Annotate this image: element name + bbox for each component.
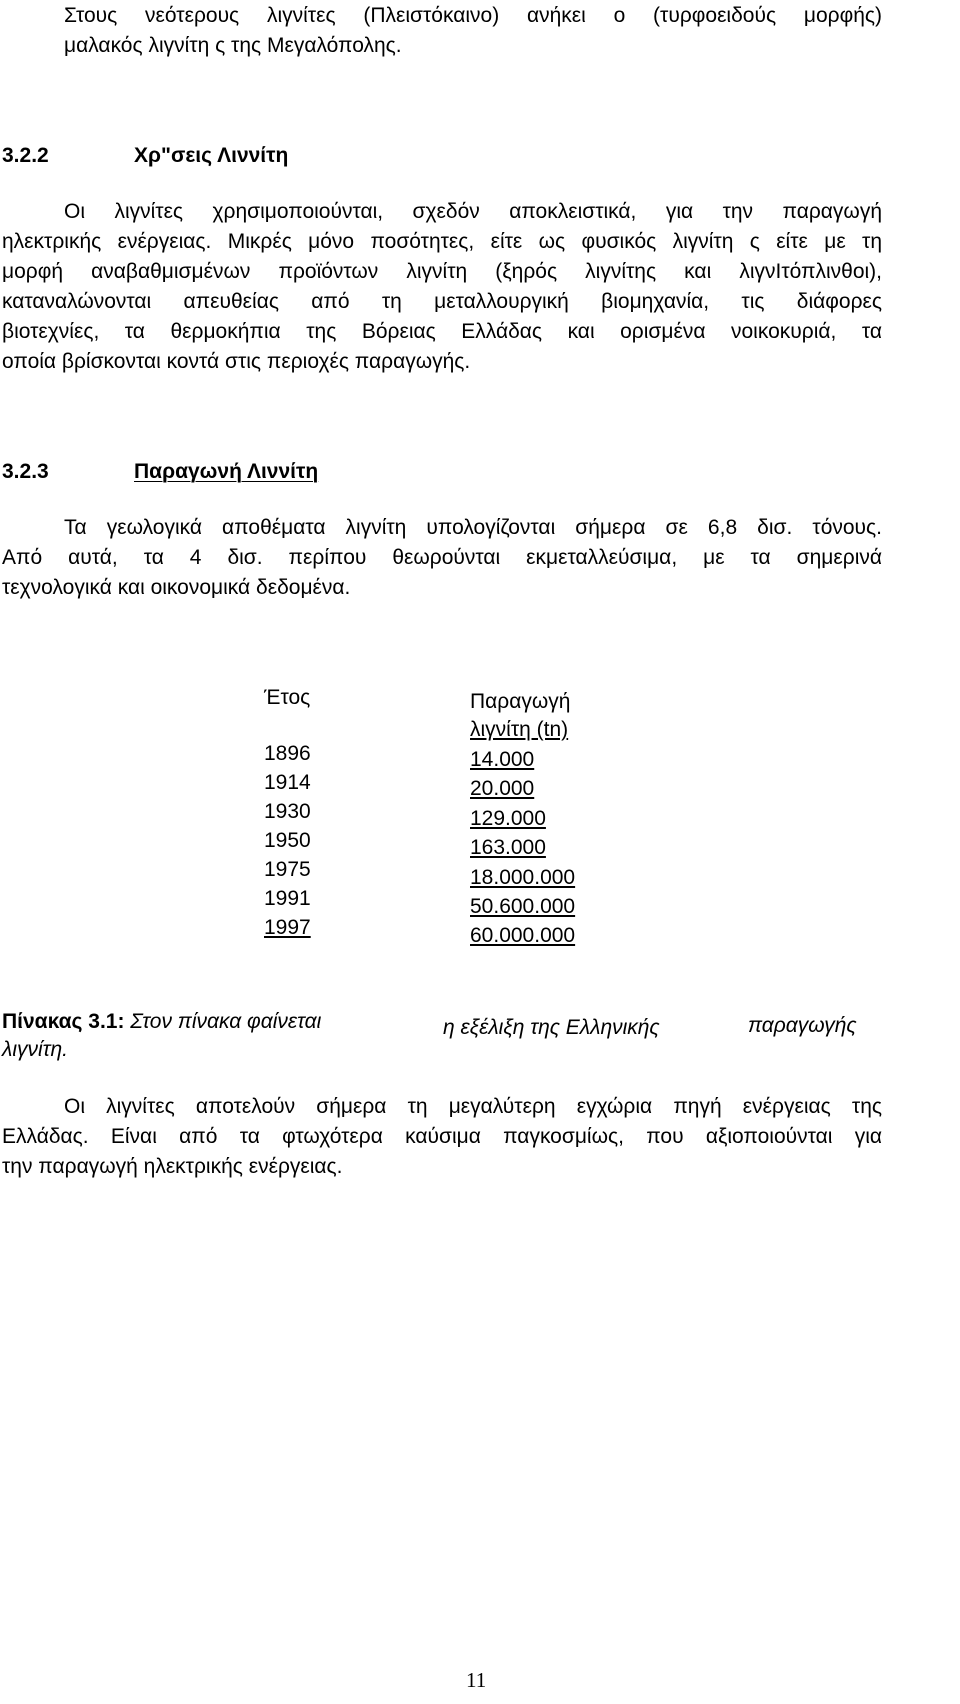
closing-line-3: την παραγωγή ηλεκτρικής ενέργειας. — [2, 1155, 343, 1178]
page-number: 11 — [466, 1668, 487, 1692]
production-line-1: Τα γεωλογικά αποθέματα λιγνίτη υπολογίζονται σήμερα σε 6,8 δισ. τόνους. — [64, 516, 882, 539]
caption-text-part-3: παραγωγής — [748, 1014, 857, 1037]
table-cell-year: 1997 — [264, 916, 311, 939]
uses-line-1: Οι λιγνίτες χρησιμοποιούνται, σχεδόν αποκλειστικά, για την παραγωγή — [64, 200, 882, 223]
table-cell-production: 50.600.000 — [470, 895, 576, 918]
table-header-production-line-1: Παραγωγή — [470, 690, 571, 713]
caption-first-line — [2, 1008, 321, 1036]
uses-line-2: ηλεκτρικής ενέργειας. Μικρές μόνο ποσότητες, είτε ως φυσικός λιγνίτη ς είτε με τη — [2, 230, 882, 253]
section-title-uses: Χρ"σεις Λιννίτη — [134, 144, 289, 167]
table-cell-production: 14.000 — [470, 748, 535, 771]
closing-line-2: Ελλάδας. Είναι από τα φτωχότερα καύσιμα παγκοσμίως, που αξιοποιούνται για — [2, 1125, 882, 1148]
section-title-production — [134, 458, 318, 486]
section-number-uses: 3.2.2 — [2, 144, 49, 167]
caption-text-part-4: λιγνίτη. — [2, 1038, 69, 1061]
table-cell-production: 163.000 — [470, 836, 546, 859]
table-cell-year: 1896 — [264, 742, 311, 765]
table-cell-year: 1975 — [264, 858, 311, 881]
intro-line-1: Στους νεότερους λιγνίτες (Πλειστόκαινο) ανήκει ο (τυρφοειδούς μορφής) — [64, 4, 882, 27]
uses-line-4: καταναλώνονται απευθείας από τη μεταλλουργική βιομηχανία, τις διάφορες — [2, 290, 882, 313]
table-cell-production: 129.000 — [470, 807, 546, 830]
table-header-year: Έτος — [264, 686, 311, 709]
table-cell-production: 20.000 — [470, 777, 535, 800]
uses-line-5: βιοτεχνίες, τα θερμοκήπια της Βόρειας Ελλάδας και ορισμένα νοικοκυριά, τα — [2, 320, 882, 343]
production-line-2: Από αυτά, τα 4 δισ. περίπου θεωρούνται εκμεταλλεύσιμα, με τα σημερινά — [2, 546, 882, 569]
uses-line-3: μορφή αναβαθμισμένων προϊόντων λιγνίτη (ξηρός λιγνίτης και λιγνΙτόπλινθοι), — [2, 260, 882, 283]
table-cell-year: 1930 — [264, 800, 311, 823]
table-header-production-line-2: λιγνίτη (tn) — [470, 718, 569, 741]
closing-line-1: Οι λιγνίτες αποτελούν σήμερα τη μεγαλύτερη εγχώρια πηγή ενέργειας της — [64, 1095, 882, 1118]
section-title-production-text: Παραγωνή Λιννίτη — [134, 460, 319, 483]
production-line-3: τεχνολογικά και οικονομικά δεδομένα. — [2, 576, 351, 599]
section-number-production: 3.2.3 — [2, 460, 49, 483]
uses-line-6: οποία βρίσκονται κοντά στις περιοχές παραγωγής. — [2, 350, 471, 373]
caption-label: Πίνακας 3.1: — [2, 1010, 125, 1033]
intro-line-2: μαλακός λιγνίτη ς της Μεγαλόπολης. — [64, 34, 402, 57]
table-cell-production: 60.000.000 — [470, 924, 576, 947]
caption-text-part-2: η εξέλιξη της Ελληνικής — [443, 1016, 660, 1039]
table-cell-year: 1991 — [264, 887, 311, 910]
caption-text-part-1: Στον πίνακα φαίνεται — [130, 1010, 322, 1033]
table-cell-year: 1914 — [264, 771, 311, 794]
table-cell-year: 1950 — [264, 829, 311, 852]
table-cell-production: 18.000.000 — [470, 866, 576, 889]
